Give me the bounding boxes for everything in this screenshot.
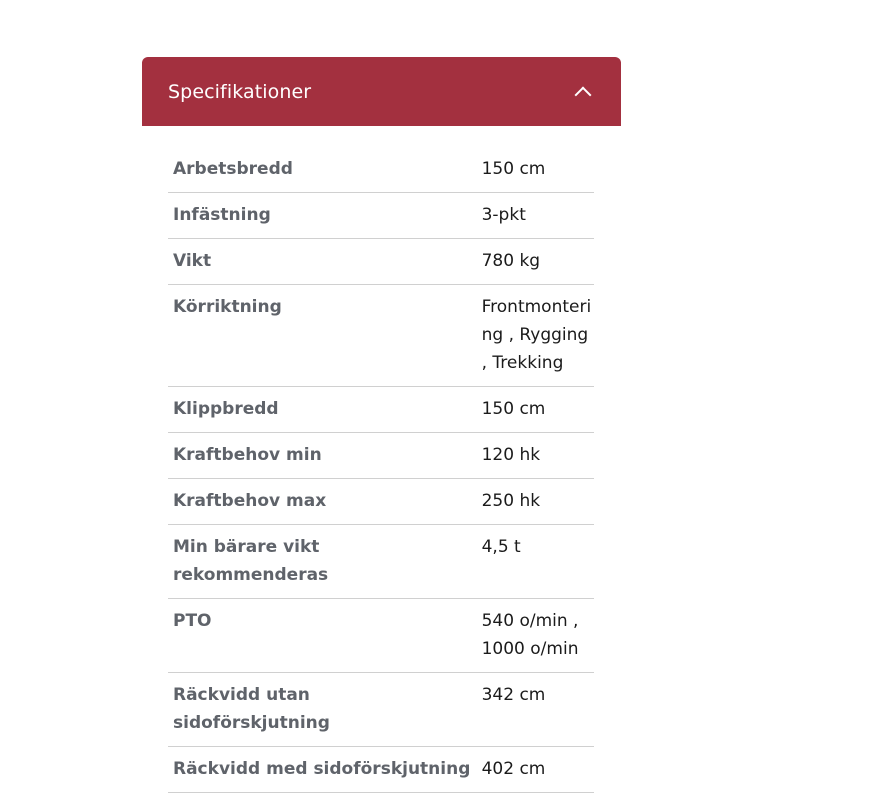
spec-value: 250 hk [477, 479, 594, 525]
spec-value: 342 cm [477, 673, 594, 747]
table-row [168, 673, 594, 747]
spec-label: Körriktning [168, 285, 477, 387]
table-row [168, 433, 594, 479]
spec-label: Kraftbehov max [168, 479, 477, 525]
spec-label: Infästning [168, 193, 477, 239]
spec-value: 780 kg [477, 239, 594, 285]
spec-label: Min bärare vikt rekommenderas [168, 525, 477, 599]
spec-label: Räckvidd utan sidoförskjutning [168, 673, 477, 747]
spec-value: 4,5 t [477, 525, 594, 599]
spec-value: Frontmontering , Rygging , Trekking [477, 285, 594, 387]
spec-value: 3-pkt [477, 193, 594, 239]
table-row [168, 147, 594, 193]
specifications-panel [142, 57, 621, 779]
spec-label: PTO [168, 599, 477, 673]
table-row [168, 285, 594, 387]
spec-value: 120 hk [477, 433, 594, 479]
table-row [168, 479, 594, 525]
table-row [168, 387, 594, 433]
spec-value: 402 cm [477, 747, 594, 793]
spec-label: Klippbredd [168, 387, 477, 433]
table-row [168, 747, 594, 793]
spec-value: 150 cm [477, 147, 594, 193]
spec-label: Arbetsbredd [168, 147, 477, 193]
table-row [168, 525, 594, 599]
spec-label: Räckvidd med sidoförskjutning [168, 747, 477, 793]
spec-label: Vikt [168, 239, 477, 285]
spec-value: 540 o/min , 1000 o/min [477, 599, 594, 673]
spec-value: 150 cm [477, 387, 594, 433]
spec-label: Kraftbehov min [168, 433, 477, 479]
table-row [168, 599, 594, 673]
specifications-accordion-header[interactable] [142, 57, 621, 126]
panel-title: Specifikationer [168, 80, 312, 103]
specifications-table [168, 147, 594, 793]
table-row [168, 239, 594, 285]
chevron-up-icon[interactable] [575, 86, 592, 103]
table-row [168, 193, 594, 239]
